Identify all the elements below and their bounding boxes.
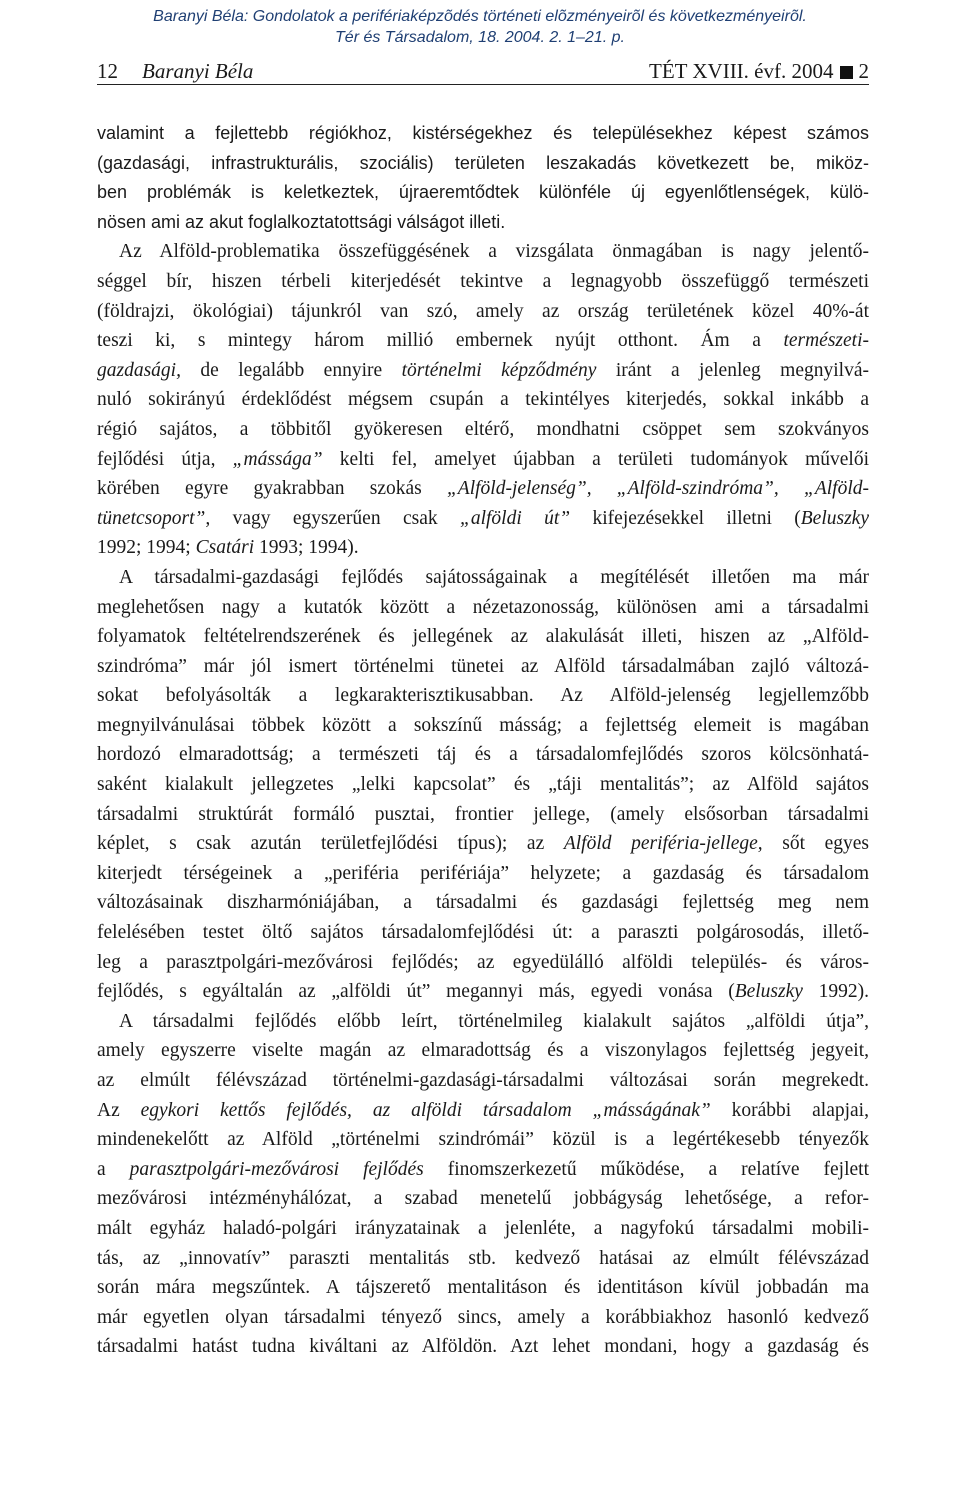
text-line: megnyilvánulásai többek között a sokszínű másság; a fejlettség elemeit is magában — [97, 714, 869, 736]
text-line: régió sajátos, a többitől gyökeresen eltérő, mondhatni csöppet sem szokványos — [97, 418, 869, 440]
text-line: felelésében testet öltő sajátos társadalomfejlődési út: a paraszti polgárosodás, illető- — [97, 922, 869, 944]
citation-block — [0, 6, 960, 48]
text-line: fejlődés, s egyáltalán az „alföldi út” megannyi más, egyedi vonása (Beluszky 1992). — [97, 981, 869, 1003]
issue-number: 2 — [858, 59, 869, 83]
text-line: szindróma” már jól ismert történelmi tünetei az Alföld társadalmában zajló változá- — [97, 655, 869, 677]
text-line: sokat befolyásolták a legkarakterisztikusabban. Az Alföld-jelenség legjellemzőbb — [97, 685, 869, 707]
text-line: meglehetősen nagy a kutatók között a nézetazonosság, különösen ami a társadalmi — [97, 596, 869, 618]
text-line: gazdasági, de legalább ennyire történelmi képződmény iránt a jelenleg megnyilvá- — [97, 359, 869, 381]
text-line: valamint a fejlettebb régiókhoz, kistérségekhez és településekhez képest számos — [97, 123, 869, 143]
text-line: az elmúlt félévszázad történelmi-gazdasági-társadalmi változásai során megrekedt. — [97, 1070, 869, 1091]
text-line: kiterjedt térségeinek a „periféria perifériája” helyzete; a gazdaság és társadalom — [97, 862, 869, 884]
text-line: körében egyre gyakrabban szokás „Alföld-jelenség”, „Alföld-szindróma”, „Alföld- — [97, 478, 869, 500]
citation-line-1: Baranyi Béla: Gondolatok a perifériaképzõdés történeti elõzményeirõl és következményeirõl. — [153, 8, 807, 25]
page-number: 12 — [97, 59, 118, 83]
text-line: A társadalmi fejlődés előbb leírt, történelmileg kialakult sajátos „alföldi útja”, — [119, 1010, 869, 1032]
text-line: tás, az „innovatív” paraszti mentalitás stb. kedvező hatásai az elmúlt félévszázad — [97, 1247, 869, 1269]
text-line: séggel bír, hiszen térbeli kiterjedését tekintve a legnagyobb összefüggő természeti — [97, 270, 869, 292]
text-line: során mára megszűntek. A tájszerető mentalitáson és identitáson kívül jobbadán ma — [97, 1277, 869, 1299]
text-line: folyamatok feltételrendszerének és jellegének az alakulását illeti, hiszen az „Alföld- — [97, 626, 869, 648]
text-line: saként kialakult jellegzetes „lelki kapcsolat” és „táji mentalitás”; az Alföld sajátos — [97, 774, 869, 796]
text-line: (gazdasági, infrastrukturális, szociális) területen leszakadás következett be, miköz- — [97, 152, 869, 173]
journal-name: TÉT XVIII. évf. 2004 — [649, 59, 834, 83]
text-line: változásainak diszharmóniájában, a társadalmi és gazdasági fejlettség meg nem — [97, 892, 869, 914]
text-line: amely egyszerre viselte magán az elmaradottság és a viszonylagos fejlettség jegyeit, — [97, 1040, 869, 1062]
text-line: fejlődési útja, „mássága” kelti fel, amelyet újabban a területi tudományok művelői — [97, 448, 869, 470]
text-line: mindenekelőtt az Alföld „történelmi szindrómái” közül is a legértékesebb tényezők — [97, 1129, 869, 1151]
text-line: leg a parasztpolgári-mezővárosi fejlődés; az egyedülálló alföldi település- és város- — [97, 951, 869, 973]
author-name: Baranyi Béla — [142, 59, 254, 83]
text-line: társadalmi struktúrát formáló pusztai, frontier jellege, (amely elsősorban társadalmi — [97, 803, 869, 825]
text-line: már egyetlen olyan társadalmi tényező sincs, amely a korábbiakhoz hasonló kedvező — [97, 1306, 869, 1328]
text-line: képlet, s csak azután területfejlődési típus); az Alföld periféria-jellege, sőt egyes — [97, 833, 869, 855]
text-line: mált egyház haladó-polgári irányzatainak a jelenléte, a nagyfokú társadalmi mobili- — [97, 1217, 869, 1239]
text-line: társadalmi hatást tudna kiváltani az Alföldön. Azt lehet mondani, hogy a gazdaság és — [97, 1336, 869, 1358]
text-line: Az Alföld-problematika összefüggésének a vizsgálata önmagában is nagy jelentő- — [119, 241, 869, 263]
text-line: nösen ami az akut foglalkoztatottsági válságot illeti. — [97, 211, 506, 232]
citation-line-2: Tér és Társadalom, 18. 2004. 2. 1–21. p. — [335, 29, 625, 46]
article-body — [97, 119, 869, 1362]
text-line: Az egykori kettős fejlődés, az alföldi társadalom „másságának” korábbi alapjai, — [97, 1099, 869, 1121]
running-head — [97, 58, 869, 85]
text-line: teszi ki, s mintegy három millió embernek nyújt otthont. Ám a természeti- — [97, 330, 869, 352]
text-line: nuló sokirányú érdeklődést mégsem csupán a tekintélyes kiterjedés, sokkal inkább a — [97, 389, 869, 411]
text-line: ben problémák is keletkeztek, újraeremtődtek különféle új egyenlőtlenségek, külö- — [97, 182, 869, 203]
text-line: hordozó elmaradottság; a természeti táj és a társadalomfejlődés szoros kölcsönhatá- — [97, 744, 869, 766]
text-line: mezővárosi intézményhálózat, a szabad menetelű jobbágyság lehetősége, a refor- — [97, 1188, 869, 1210]
text-line: (földrajzi, ökológiai) tájunkról van szó, amely az ország területének közel 40%-át — [97, 300, 869, 322]
text-line: A társadalmi-gazdasági fejlődés sajátosságainak a megítélését illetően ma már — [119, 566, 869, 588]
square-bullet-icon — [840, 66, 853, 79]
running-head-right — [649, 58, 869, 84]
text-line: tünetcsoport”, vagy egyszerűen csak „alföldi út” kifejezésekkel illetni (Beluszky — [97, 507, 869, 529]
running-head-left — [97, 58, 253, 84]
text-line: 1992; 1994; Csatári 1993; 1994). — [97, 537, 359, 559]
text-line: a parasztpolgári-mezővárosi fejlődés finomszerkezetű működése, a relatíve fejlett — [97, 1158, 869, 1180]
